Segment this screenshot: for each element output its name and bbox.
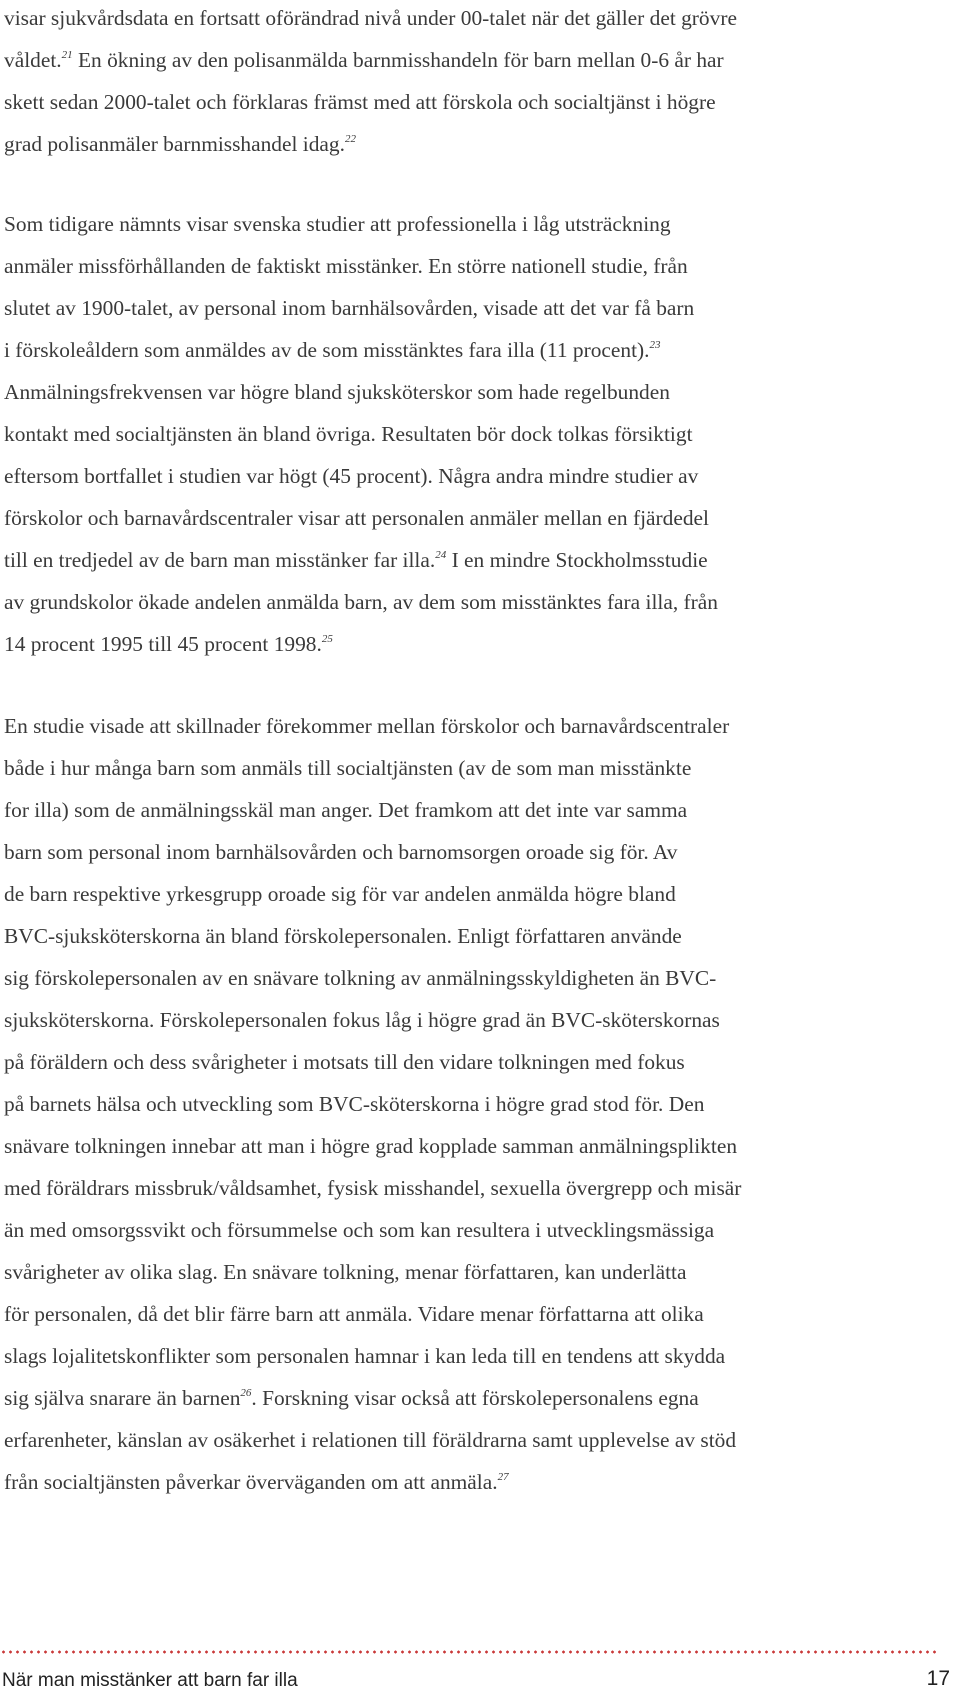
text-run: både i hur många barn som anmäls till socialtjänsten (av de som man misstänkte xyxy=(4,756,692,780)
text-run: eftersom bortfallet i studien var högt (45 procent). Några andra mindre studier av xyxy=(4,464,699,488)
text-run: sjuksköterskorna. Förskolepersonalen fokus låg i högre grad än BVC-sköterskornas xyxy=(4,1008,720,1032)
text-line xyxy=(4,1384,699,1412)
text-run: av grundskolor ökade andelen anmälda barn, av dem som misstänktes fara illa, från xyxy=(4,590,718,614)
text-run: BVC-sjuksköterskorna än bland förskolepersonalen. Enligt författaren använde xyxy=(4,924,682,948)
text-line xyxy=(4,462,698,490)
text-run: kontakt med socialtjänsten än bland övriga. Resultaten bör dock tolkas försiktigt xyxy=(4,422,693,446)
text-line xyxy=(4,1090,704,1118)
text-run: de barn respektive yrkesgrupp oroade sig för var andelen anmälda högre bland xyxy=(4,882,676,906)
text-line xyxy=(4,504,709,532)
text-line xyxy=(4,88,716,116)
footnote-ref: 26 xyxy=(240,1387,252,1399)
footer-title: När man misstänker att barn far illa xyxy=(2,1670,298,1691)
text-run: . Forskning visar också att förskolepersonalens egna xyxy=(251,1386,699,1410)
text-line xyxy=(4,838,677,866)
text-run: svårigheter av olika slag. En snävare tolkning, menar författaren, kan underlätta xyxy=(4,1260,687,1284)
text-run: sig förskolepersonalen av en snävare tolkning av anmälningsskyldigheten än BVC- xyxy=(4,966,717,990)
text-run: anmäler missförhållanden de faktiskt misstänker. En större nationell studie, från xyxy=(4,254,688,278)
text-line xyxy=(4,880,676,908)
text-run: med föräldrars missbruk/våldsamhet, fysisk misshandel, sexuella övergrepp och misär xyxy=(4,1176,742,1200)
text-run: skett sedan 2000-talet och förklaras främst med att förskola och socialtjänst i högre xyxy=(4,90,716,114)
text-run: slutet av 1900-talet, av personal inom barnhälsovården, visade att det var få barn xyxy=(4,296,695,320)
text-line xyxy=(4,1468,509,1496)
text-run: våldet. xyxy=(4,48,62,72)
text-line xyxy=(4,922,682,950)
text-run: for illa) som de anmälningsskäl man anger. Det framkom att det inte var samma xyxy=(4,798,688,822)
footnote-ref: 22 xyxy=(344,133,356,145)
text-line xyxy=(4,1216,714,1244)
text-line xyxy=(4,588,718,616)
text-line xyxy=(4,796,687,824)
text-line xyxy=(4,1300,704,1328)
text-line xyxy=(4,630,333,658)
text-line xyxy=(4,1174,741,1202)
text-run: på föräldern och dess svårigheter i motsats till den vidare tolkningen med fokus xyxy=(4,1050,685,1074)
text-line xyxy=(4,1132,737,1160)
footnote-ref: 23 xyxy=(649,339,661,351)
text-line xyxy=(4,4,737,32)
text-run: Som tidigare nämnts visar svenska studier att professionella i låg utsträckning xyxy=(4,212,671,236)
text-run: barn som personal inom barnhälsovården och barnomsorgen oroade sig för. Av xyxy=(4,840,678,864)
text-run: än med omsorgssvikt och försummelse och som kan resultera i utvecklingsmässiga xyxy=(4,1218,715,1242)
text-line xyxy=(4,130,356,158)
text-line xyxy=(4,210,671,238)
text-line xyxy=(4,712,729,740)
text-line xyxy=(4,46,724,74)
text-line xyxy=(4,546,708,574)
text-line xyxy=(4,336,661,364)
text-line xyxy=(4,1342,725,1370)
text-line xyxy=(4,378,670,406)
footnote-ref: 24 xyxy=(435,549,447,561)
text-line xyxy=(4,1048,685,1076)
text-run: slags lojalitetskonflikter som personalen hamnar i kan leda till en tendens att skydda xyxy=(4,1344,726,1368)
text-run: grad polisanmäler barnmisshandel idag. xyxy=(4,132,345,156)
text-run: erfarenheter, känslan av osäkerhet i relationen till föräldrarna samt upplevelse av stöd xyxy=(4,1428,737,1452)
text-run: för personalen, då det blir färre barn att anmäla. Vidare menar författarna att olika xyxy=(4,1302,704,1326)
text-line xyxy=(4,1426,736,1454)
text-run: från socialtjänsten påverkar överväganden om att anmäla. xyxy=(4,1470,498,1494)
text-run: En studie visade att skillnader förekommer mellan förskolor och barnavårdscentraler xyxy=(4,714,730,738)
text-run: visar sjukvårdsdata en fortsatt oförändrad nivå under 00-talet när det gäller det grövre xyxy=(4,6,737,30)
text-line xyxy=(4,1006,720,1034)
text-line xyxy=(4,964,716,992)
text-line xyxy=(4,1258,686,1286)
text-run: i förskoleåldern som anmäldes av de som misstänktes fara illa (11 procent). xyxy=(4,338,650,362)
text-line xyxy=(4,252,688,280)
text-run: Anmälningsfrekvensen var högre bland sjuksköterskor som hade regelbunden xyxy=(4,380,670,404)
text-line xyxy=(4,754,691,782)
footnote-ref: 25 xyxy=(321,633,333,645)
text-run: I en mindre Stockholmsstudie xyxy=(446,548,708,572)
text-line xyxy=(4,420,693,448)
page-number: 17 xyxy=(926,1667,950,1690)
footer-dotted-rule xyxy=(0,1650,940,1654)
text-run: 14 procent 1995 till 45 procent 1998. xyxy=(4,632,322,656)
footnote-ref: 21 xyxy=(61,49,73,61)
footnote-ref: 27 xyxy=(497,1471,509,1483)
text-run: En ökning av den polisanmälda barnmisshandeln för barn mellan 0-6 år har xyxy=(72,48,724,72)
text-run: till en tredjedel av de barn man misstänker far illa. xyxy=(4,548,436,572)
text-run: på barnets hälsa och utveckling som BVC-sköterskorna i högre grad stod för. Den xyxy=(4,1092,705,1116)
text-run: förskolor och barnavårdscentraler visar att personalen anmäler mellan en fjärdedel xyxy=(4,506,709,530)
text-line xyxy=(4,294,694,322)
text-run: sig själva snarare än barnen xyxy=(4,1386,241,1410)
text-run: snävare tolkningen innebar att man i högre grad kopplade samman anmälningsplikten xyxy=(4,1134,738,1158)
